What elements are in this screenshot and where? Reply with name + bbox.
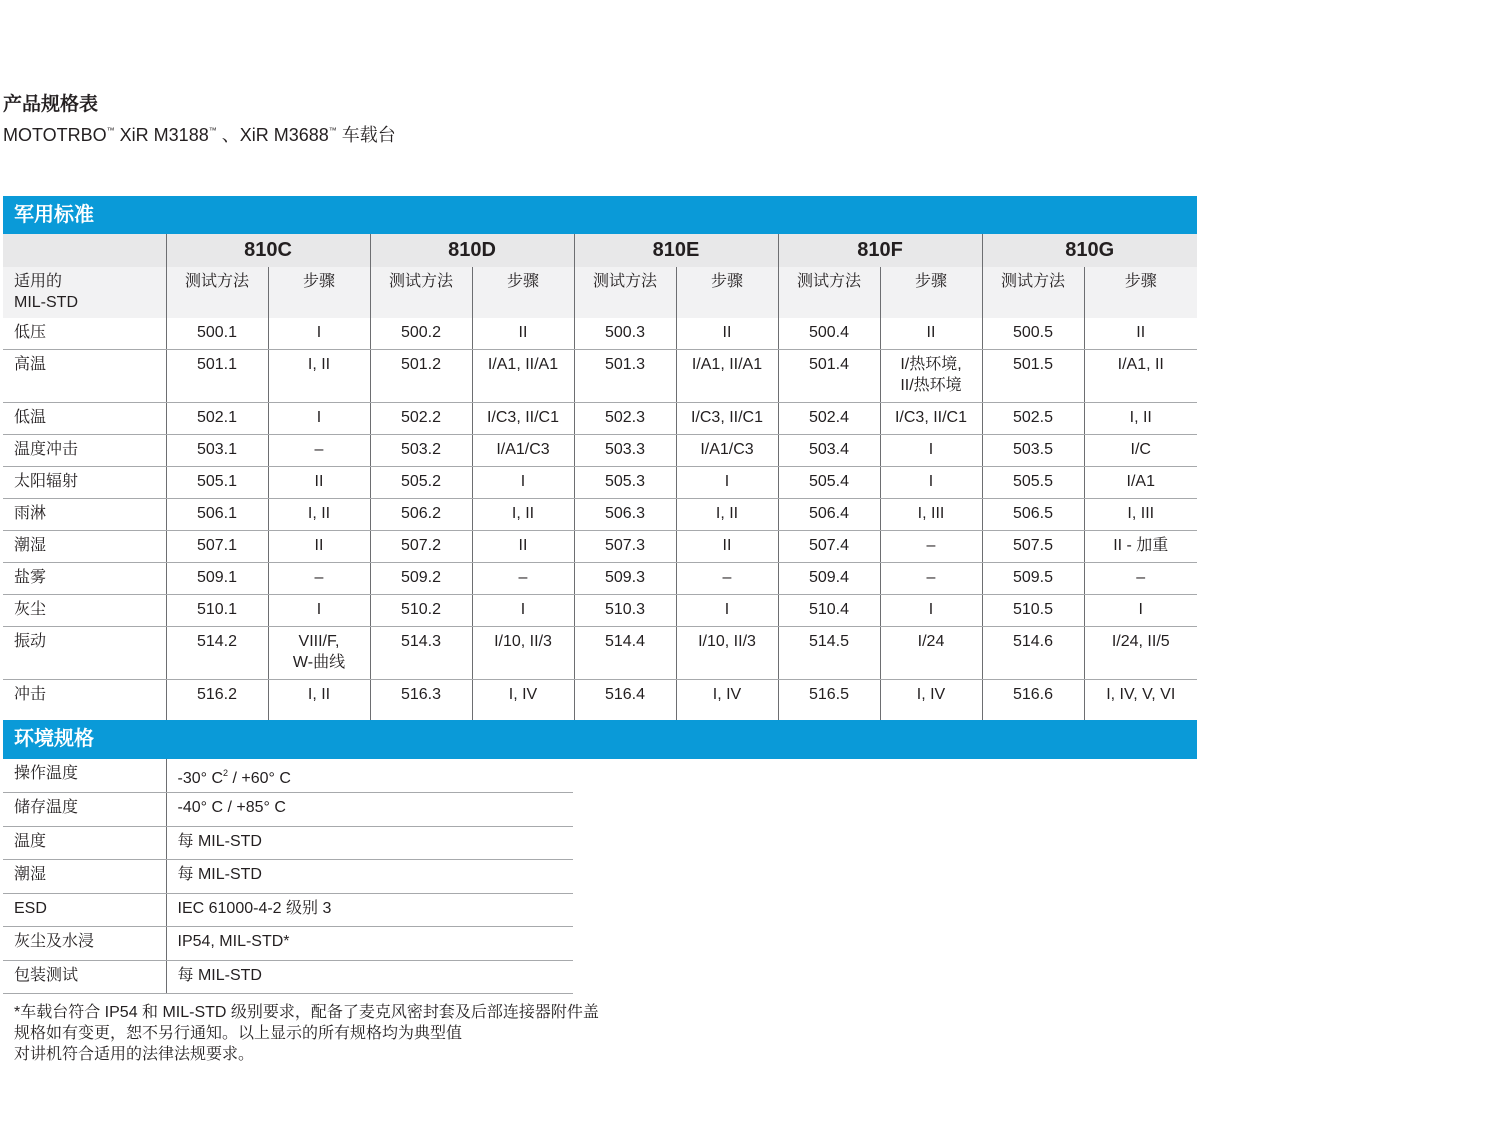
procedure-cell: – (268, 563, 370, 595)
table-row (3, 467, 1197, 499)
test-method-cell: 502.3 (574, 403, 676, 435)
procedure-cell: I (472, 595, 574, 627)
procedure-cell: I/24 (880, 627, 982, 680)
test-method-cell: 510.4 (778, 595, 880, 627)
test-method-cell: 502.2 (370, 403, 472, 435)
procedure-cell: – (472, 563, 574, 595)
spec-value-text: IEC 61000-4-2 级别 3 (177, 899, 332, 917)
procedure-cell: I/A1, II/A1 (676, 350, 778, 403)
test-method-cell: 500.3 (574, 318, 676, 350)
test-name: 灰尘 (3, 595, 166, 627)
procedure-header: 步骤 (676, 267, 778, 318)
procedure-cell: I/A1, II/A1 (472, 350, 574, 403)
table-row (3, 680, 1197, 726)
procedure-cell: II (268, 531, 370, 563)
header-line: 适用的 (14, 273, 63, 290)
test-name: 振动 (3, 627, 166, 680)
test-method-cell: 507.3 (574, 531, 676, 563)
procedure-cell: I/A1/C3 (472, 435, 574, 467)
spec-label: 灰尘及水浸 (3, 927, 166, 961)
test-method-cell: 500.4 (778, 318, 880, 350)
spec-value-text: -30° C (177, 770, 224, 787)
test-method-cell: 500.1 (166, 318, 268, 350)
procedure-cell: II (268, 467, 370, 499)
test-name: 潮湿 (3, 531, 166, 563)
procedure-cell: II (1084, 318, 1197, 350)
test-method-header: 测试方法 (370, 267, 472, 318)
table-row (3, 893, 573, 927)
spec-value (166, 927, 573, 961)
table-row (3, 350, 1197, 403)
test-method-cell: 507.4 (778, 531, 880, 563)
procedure-cell: I/C3, II/C1 (880, 403, 982, 435)
subtitle-brand: MOTOTRBO (3, 125, 107, 145)
test-method-cell: 514.3 (370, 627, 472, 680)
procedure-cell: – (1084, 563, 1197, 595)
standard-header-810d: 810D (370, 234, 574, 267)
test-method-cell: 514.2 (166, 627, 268, 680)
spec-value (166, 960, 573, 994)
procedure-cell: I (472, 467, 574, 499)
test-method-cell: 503.2 (370, 435, 472, 467)
test-method-cell: 516.4 (574, 680, 676, 726)
test-method-cell: 506.2 (370, 499, 472, 531)
page-subtitle (3, 118, 396, 148)
procedure-cell: I (268, 318, 370, 350)
test-method-cell: 506.5 (982, 499, 1084, 531)
test-method-cell: 509.1 (166, 563, 268, 595)
procedure-cell: I, III (1084, 499, 1197, 531)
spec-value (166, 759, 573, 793)
table-row (3, 960, 573, 994)
test-method-cell: 501.5 (982, 350, 1084, 403)
test-name: 盐雾 (3, 563, 166, 595)
procedure-cell: I/10, II/3 (472, 627, 574, 680)
test-method-cell: 503.3 (574, 435, 676, 467)
test-method-cell: 501.1 (166, 350, 268, 403)
test-method-cell: 509.5 (982, 563, 1084, 595)
test-method-cell: 507.1 (166, 531, 268, 563)
procedure-cell: I, II (268, 499, 370, 531)
procedure-cell: I/C3, II/C1 (676, 403, 778, 435)
test-method-cell: 502.5 (982, 403, 1084, 435)
procedure-header: 步骤 (1084, 267, 1197, 318)
standard-header-row (3, 234, 1197, 267)
mil-standard-table (3, 234, 1197, 725)
standard-header-810c: 810C (166, 234, 370, 267)
standard-header-810e: 810E (574, 234, 778, 267)
test-method-cell: 507.5 (982, 531, 1084, 563)
table-row (3, 403, 1197, 435)
test-method-cell: 509.4 (778, 563, 880, 595)
procedure-cell: I, IV, V, VI (1084, 680, 1197, 726)
table-row (3, 627, 1197, 680)
spec-label: 储存温度 (3, 793, 166, 827)
test-method-cell: 501.4 (778, 350, 880, 403)
test-name: 高温 (3, 350, 166, 403)
procedure-cell: – (268, 435, 370, 467)
document-header (3, 92, 396, 148)
table-row (3, 318, 1197, 350)
table-row (3, 826, 573, 860)
procedure-cell: I (268, 595, 370, 627)
footnote: 对讲机符合适用的法律法规要求。 (14, 1046, 255, 1063)
test-method-cell: 503.5 (982, 435, 1084, 467)
procedure-cell: I, III (880, 499, 982, 531)
table-row (3, 563, 1197, 595)
procedure-cell: – (880, 563, 982, 595)
procedure-cell: VIII/F, W-曲线 (268, 627, 370, 680)
spec-label: 温度 (3, 826, 166, 860)
procedure-cell: I, II (472, 499, 574, 531)
test-method-cell: 516.6 (982, 680, 1084, 726)
procedure-cell: – (676, 563, 778, 595)
test-method-cell: 500.5 (982, 318, 1084, 350)
applicable-mil-std-header (3, 267, 166, 318)
spec-value (166, 826, 573, 860)
spec-value-text: 每 MIL-STD (177, 866, 262, 883)
procedure-cell: I/10, II/3 (676, 627, 778, 680)
test-method-cell: 505.1 (166, 467, 268, 499)
procedure-header: 步骤 (880, 267, 982, 318)
footnotes (14, 1002, 599, 1065)
environment-spec-table (3, 759, 573, 994)
table-row (3, 927, 573, 961)
test-name: 低温 (3, 403, 166, 435)
test-method-cell: 516.5 (778, 680, 880, 726)
column-header-row (3, 267, 1197, 318)
procedure-cell: II (676, 318, 778, 350)
test-method-cell: 514.4 (574, 627, 676, 680)
test-method-header: 测试方法 (982, 267, 1084, 318)
procedure-cell: II (880, 318, 982, 350)
spec-value-text: 每 MIL-STD (177, 966, 262, 984)
procedure-cell: – (880, 531, 982, 563)
test-method-cell: 505.3 (574, 467, 676, 499)
test-method-cell: 516.3 (370, 680, 472, 726)
standard-header-810f: 810F (778, 234, 982, 267)
procedure-cell: I, II (268, 680, 370, 726)
blank-header-cell (3, 234, 166, 267)
procedure-cell: II (472, 531, 574, 563)
test-method-cell: 507.2 (370, 531, 472, 563)
footnote-ref: 2 (223, 768, 229, 778)
procedure-cell: I (880, 467, 982, 499)
spec-label: ESD (3, 893, 166, 927)
subtitle-tail: 车载台 (336, 125, 396, 145)
test-method-cell: 510.2 (370, 595, 472, 627)
spec-value-text: / +60° C (228, 770, 291, 787)
procedure-cell: I, II (676, 499, 778, 531)
test-method-cell: 510.3 (574, 595, 676, 627)
test-method-header: 测试方法 (574, 267, 676, 318)
spec-value-text: 每 MIL-STD (177, 832, 262, 850)
test-name: 冲击 (14, 686, 47, 703)
procedure-cell: I, II (1084, 403, 1197, 435)
spec-value (166, 793, 573, 827)
test-method-cell: 514.5 (778, 627, 880, 680)
test-method-cell: 514.6 (982, 627, 1084, 680)
test-method-cell: 506.4 (778, 499, 880, 531)
procedure-cell: I, II (268, 350, 370, 403)
trademark-mark: ™ (208, 126, 217, 135)
table-row (3, 759, 573, 793)
test-method-cell: 505.5 (982, 467, 1084, 499)
procedure-cell: I (880, 435, 982, 467)
test-name: 低压 (3, 318, 166, 350)
spec-value-text: IP54, MIL-STD* (177, 933, 290, 950)
subtitle-model-2: 、XiR M3688 (216, 125, 329, 145)
procedure-cell: II (472, 318, 574, 350)
table-row (3, 531, 1197, 563)
test-method-header: 测试方法 (778, 267, 880, 318)
procedure-cell: I (1084, 595, 1197, 627)
procedure-cell: I/C3, II/C1 (472, 403, 574, 435)
footnote: 规格如有变更，恕不另行通知。以上显示的所有规格均为典型值 (14, 1025, 463, 1042)
procedure-cell: I, IV (472, 680, 574, 726)
test-method-cell: 516.2 (166, 680, 268, 726)
procedure-cell: I/A1 (1084, 467, 1197, 499)
test-name: 太阳辐射 (3, 467, 166, 499)
test-method-cell: 505.4 (778, 467, 880, 499)
header-line: MIL-STD (14, 294, 78, 311)
test-method-cell: 506.1 (166, 499, 268, 531)
procedure-cell: I (676, 595, 778, 627)
spec-label: 操作温度 (3, 759, 166, 793)
test-name: 雨淋 (3, 499, 166, 531)
procedure-cell: I, IV (880, 680, 982, 726)
spec-value-text: -40° C / +85° C (177, 799, 286, 816)
standard-header-810g: 810G (982, 234, 1197, 267)
page-title: 产品规格表 (3, 94, 99, 115)
procedure-cell: I (880, 595, 982, 627)
test-method-cell: 503.4 (778, 435, 880, 467)
test-method-cell: 510.5 (982, 595, 1084, 627)
test-method-cell: 510.1 (166, 595, 268, 627)
procedure-cell: II (676, 531, 778, 563)
spec-label: 潮湿 (3, 860, 166, 894)
test-method-cell: 505.2 (370, 467, 472, 499)
procedure-cell: I/C (1084, 435, 1197, 467)
test-method-header: 测试方法 (166, 267, 268, 318)
table-row (3, 860, 573, 894)
table-row (3, 793, 573, 827)
procedure-cell: I (676, 467, 778, 499)
test-method-cell: 501.2 (370, 350, 472, 403)
test-name: 温度冲击 (3, 435, 166, 467)
footnote: *车载台符合 IP54 和 MIL-STD 级别要求，配备了麦克风密封套及后部连接器附件盖 (14, 1004, 599, 1021)
test-method-cell: 503.1 (166, 435, 268, 467)
test-method-cell: 509.2 (370, 563, 472, 595)
spec-value (166, 860, 573, 894)
table-row (3, 595, 1197, 627)
test-method-cell: 506.3 (574, 499, 676, 531)
procedure-cell: I (268, 403, 370, 435)
table-row (3, 499, 1197, 531)
trademark-mark: ™ (328, 126, 337, 135)
test-method-cell: 509.3 (574, 563, 676, 595)
test-method-cell: 500.2 (370, 318, 472, 350)
spec-value (166, 893, 573, 927)
procedure-cell: I/A1, II (1084, 350, 1197, 403)
procedure-header: 步骤 (472, 267, 574, 318)
subtitle-model-1: XiR M3188 (114, 125, 209, 145)
test-method-cell: 502.1 (166, 403, 268, 435)
spec-label: 包装测试 (3, 960, 166, 994)
procedure-cell: I/24, II/5 (1084, 627, 1197, 680)
procedure-cell: II - 加重 (1084, 531, 1197, 563)
trademark-mark: ™ (106, 126, 115, 135)
test-method-cell: 501.3 (574, 350, 676, 403)
procedure-cell: I, IV (676, 680, 778, 726)
mil-standard-section-title: 军用标准 (3, 196, 1197, 234)
procedure-cell: I/A1/C3 (676, 435, 778, 467)
table-row (3, 435, 1197, 467)
procedure-cell: I/热环境, II/热环境 (880, 350, 982, 403)
procedure-header: 步骤 (268, 267, 370, 318)
environment-section-title: 环境规格 (3, 720, 1197, 759)
test-method-cell: 502.4 (778, 403, 880, 435)
